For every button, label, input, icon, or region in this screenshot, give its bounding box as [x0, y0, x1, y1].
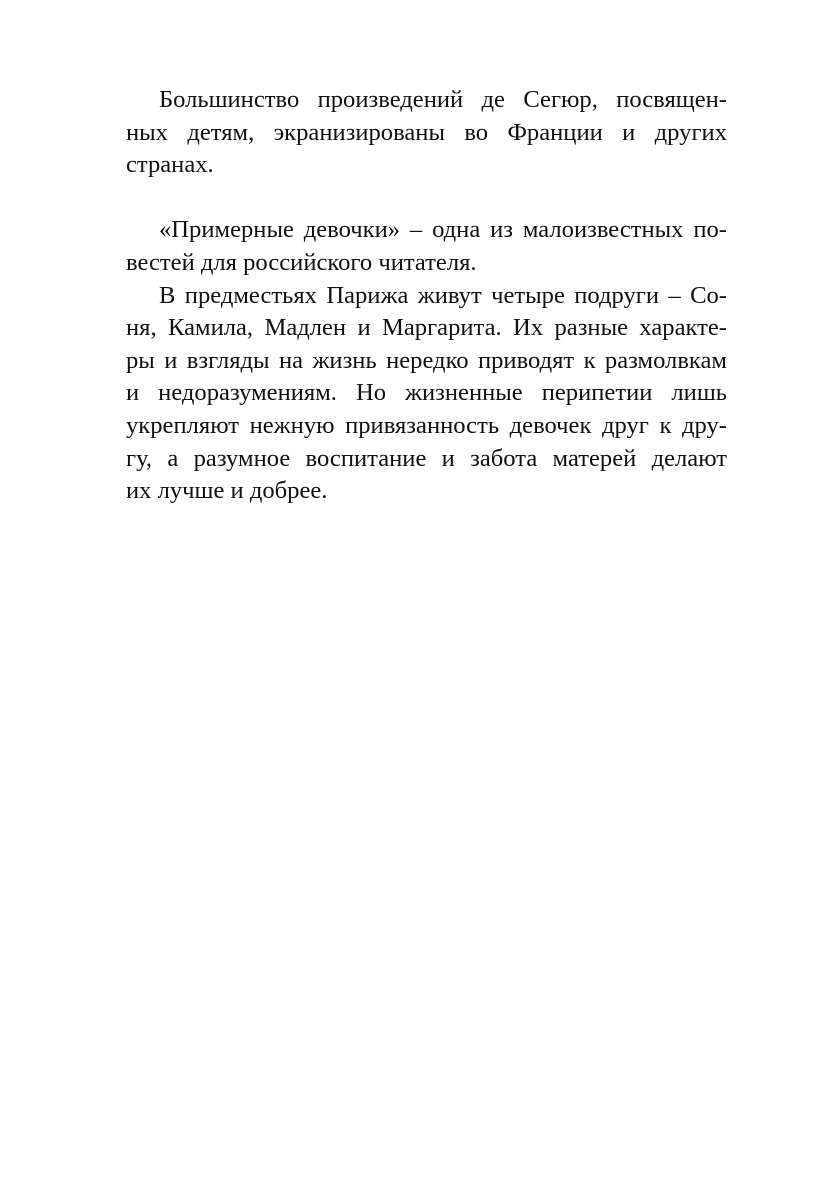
text-line: ня, Камила, Мадлен и Маргарита. Их разные характе- — [126, 314, 727, 342]
text-line: В предместьях Парижа живут четыре подруги – Со- — [159, 281, 727, 309]
text-line: Большинство произведений де Сегюр, посвящен- — [159, 86, 727, 113]
text-line: ных детям, экранизированы во Франции и других — [126, 118, 727, 146]
text-line: вестей для российского читателя. — [126, 248, 477, 276]
text-line: и недоразумениям. Но жизненные перипетии лишь — [126, 379, 727, 407]
paragraph-2 — [126, 214, 727, 279]
text-line: укрепляют нежную привязанность девочек друг к дру- — [126, 411, 727, 439]
text-line: гу, а разумное воспитание и забота матерей делают — [126, 444, 727, 472]
text-line: их лучше и добрее. — [126, 477, 328, 505]
paragraph-1 — [126, 84, 727, 182]
text-line: странах. — [126, 151, 214, 179]
body-text — [126, 84, 727, 508]
text-line: ры и взгляды на жизнь нередко приводят к размолвкам — [126, 346, 727, 374]
text-line: «Примерные девочки» – одна из малоизвестных по- — [159, 216, 727, 244]
paragraph-3 — [126, 280, 727, 508]
paragraph-spacer — [126, 182, 727, 215]
